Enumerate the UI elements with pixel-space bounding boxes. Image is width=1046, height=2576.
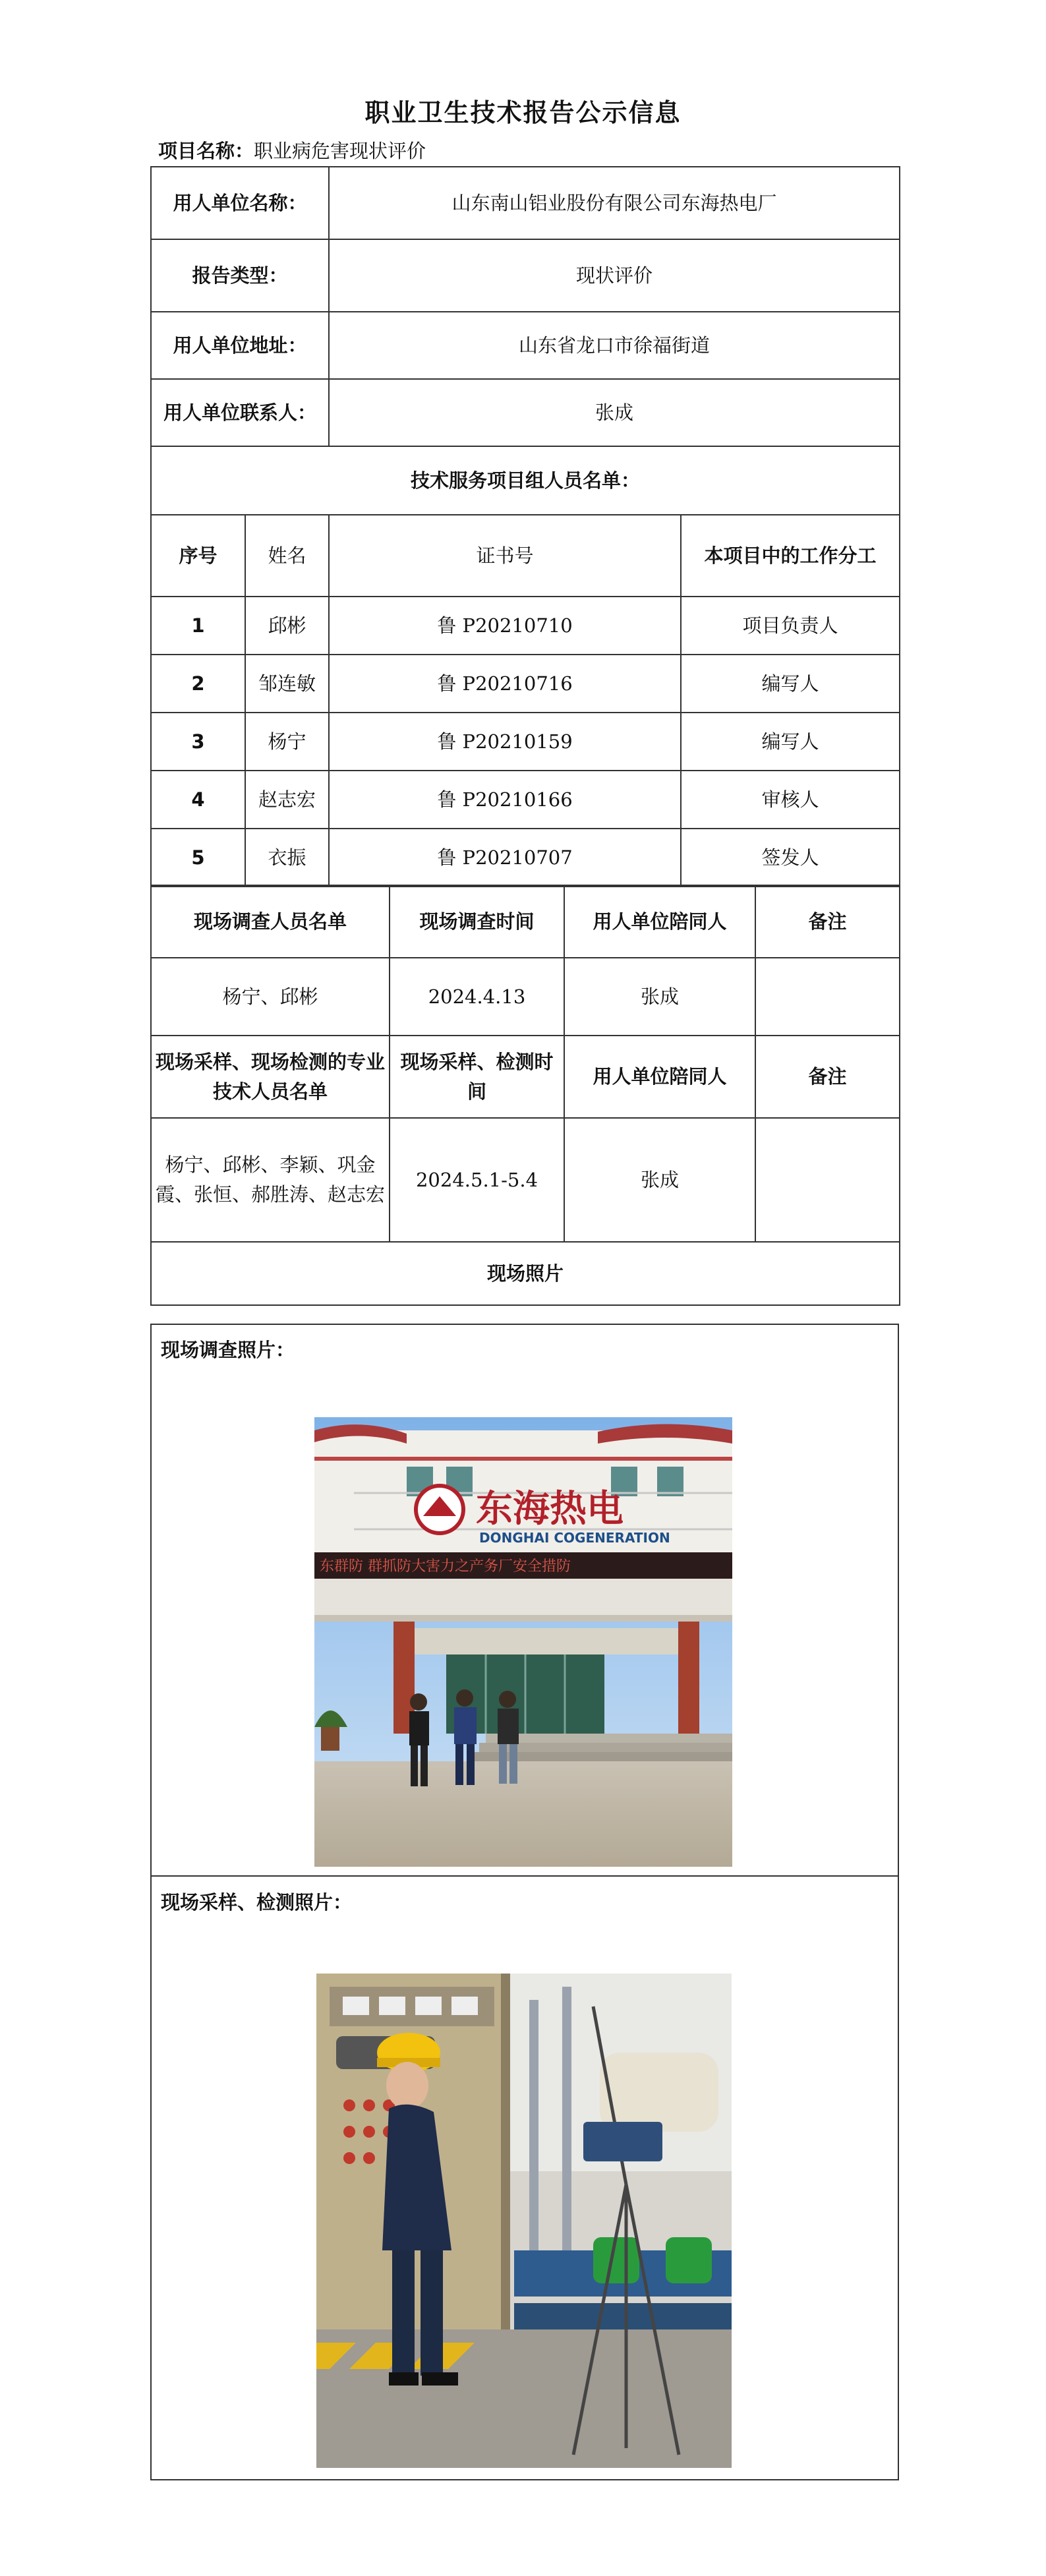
info-table [150,166,900,887]
sampling-escort: 张成 [564,1118,755,1242]
team-role: 审核人 [681,771,900,829]
building-entrance-photo [314,1417,732,1867]
table-row [151,597,900,655]
team-no: 4 [151,771,245,829]
survey-photo-label: 现场调查照片： [161,1339,295,1361]
sampling-value-row [151,1118,900,1242]
photos-heading-row [151,1242,900,1305]
team-role: 签发人 [681,829,900,887]
sampling-col-staff: 现场采样、现场检测的专业技术人员名单 [151,1036,390,1118]
team-heading: 技术服务项目组人员名单： [151,446,900,515]
info-row-address [151,312,900,379]
team-header-row [151,515,900,597]
team-no: 1 [151,597,245,655]
survey-table [150,885,900,1306]
survey-photo [314,1417,732,1867]
team-col-cert: 证书号 [329,515,681,597]
contact-label: 用人单位联系人： [151,379,329,446]
team-col-name: 姓名 [245,515,329,597]
team-name: 邱彬 [245,597,329,655]
photos-divider [152,1875,898,1877]
survey-note [755,958,900,1036]
team-name: 赵志宏 [245,771,329,829]
survey-value-row [151,958,900,1036]
sampling-col-escort: 用人单位陪同人 [564,1036,755,1118]
team-col-role: 本项目中的工作分工 [681,515,900,597]
photos-box [150,1324,899,2480]
unit-name-value: 山东南山铝业股份有限公司东海热电厂 [329,167,900,239]
report-type-label: 报告类型： [151,239,329,312]
team-no: 2 [151,655,245,713]
sampling-note [755,1118,900,1242]
sign-text-en: DONGHAI COGENERATION [479,1530,670,1546]
sampling-time: 2024.5.1-5.4 [390,1118,564,1242]
address-value: 山东省龙口市徐福街道 [329,312,900,379]
address-label: 用人单位地址： [151,312,329,379]
table-row [151,771,900,829]
sampling-col-time: 现场采样、检测时间 [390,1036,564,1118]
team-role: 项目负责人 [681,597,900,655]
survey-escort: 张成 [564,958,755,1036]
team-no: 3 [151,713,245,771]
info-row-report-type [151,239,900,312]
team-role: 编写人 [681,713,900,771]
team-no: 5 [151,829,245,887]
led-banner-text: 东群防 群抓防大害力之产务厂安全措防 [320,1558,571,1575]
project-name-label: 项目名称： [158,140,254,162]
sampling-staff: 杨宁、邱彬、李颖、巩金霞、张恒、郝胜涛、赵志宏 [151,1118,390,1242]
sampling-header-row [151,1036,900,1118]
survey-col-time: 现场调查时间 [390,885,564,958]
team-name: 衣振 [245,829,329,887]
unit-name-label: 用人单位名称： [151,167,329,239]
team-name: 杨宁 [245,713,329,771]
team-cert: 鲁 P20210707 [329,829,681,887]
survey-col-note: 备注 [755,885,900,958]
page-title: 职业卫生技术报告公示信息 [364,98,682,127]
team-role: 编写人 [681,655,900,713]
sign-text-cn: 东海热电 [476,1488,624,1531]
contact-value: 张成 [329,379,900,446]
team-cert: 鲁 P20210166 [329,771,681,829]
sampling-col-note: 备注 [755,1036,900,1118]
survey-col-staff: 现场调查人员名单 [151,885,390,958]
team-name: 邹连敏 [245,655,329,713]
team-heading-row [151,446,900,515]
sampling-equipment-photo [316,1974,732,2468]
project-name-value: 职业病危害现状评价 [254,140,426,162]
survey-time: 2024.4.13 [390,958,564,1036]
survey-header-row [151,885,900,958]
team-cert: 鲁 P20210710 [329,597,681,655]
project-name-line [158,136,426,163]
sampling-photo [316,1974,732,2468]
team-cert: 鲁 P20210716 [329,655,681,713]
team-cert: 鲁 P20210159 [329,713,681,771]
team-col-no: 序号 [151,515,245,597]
survey-staff: 杨宁、邱彬 [151,958,390,1036]
photos-heading: 现场照片 [151,1242,900,1305]
table-row [151,655,900,713]
report-type-value: 现状评价 [329,239,900,312]
table-row [151,713,900,771]
info-row-unit-name [151,167,900,239]
info-row-contact [151,379,900,446]
table-row [151,829,900,887]
sampling-photo-label: 现场采样、检测照片： [161,1891,353,1914]
survey-col-escort: 用人单位陪同人 [564,885,755,958]
